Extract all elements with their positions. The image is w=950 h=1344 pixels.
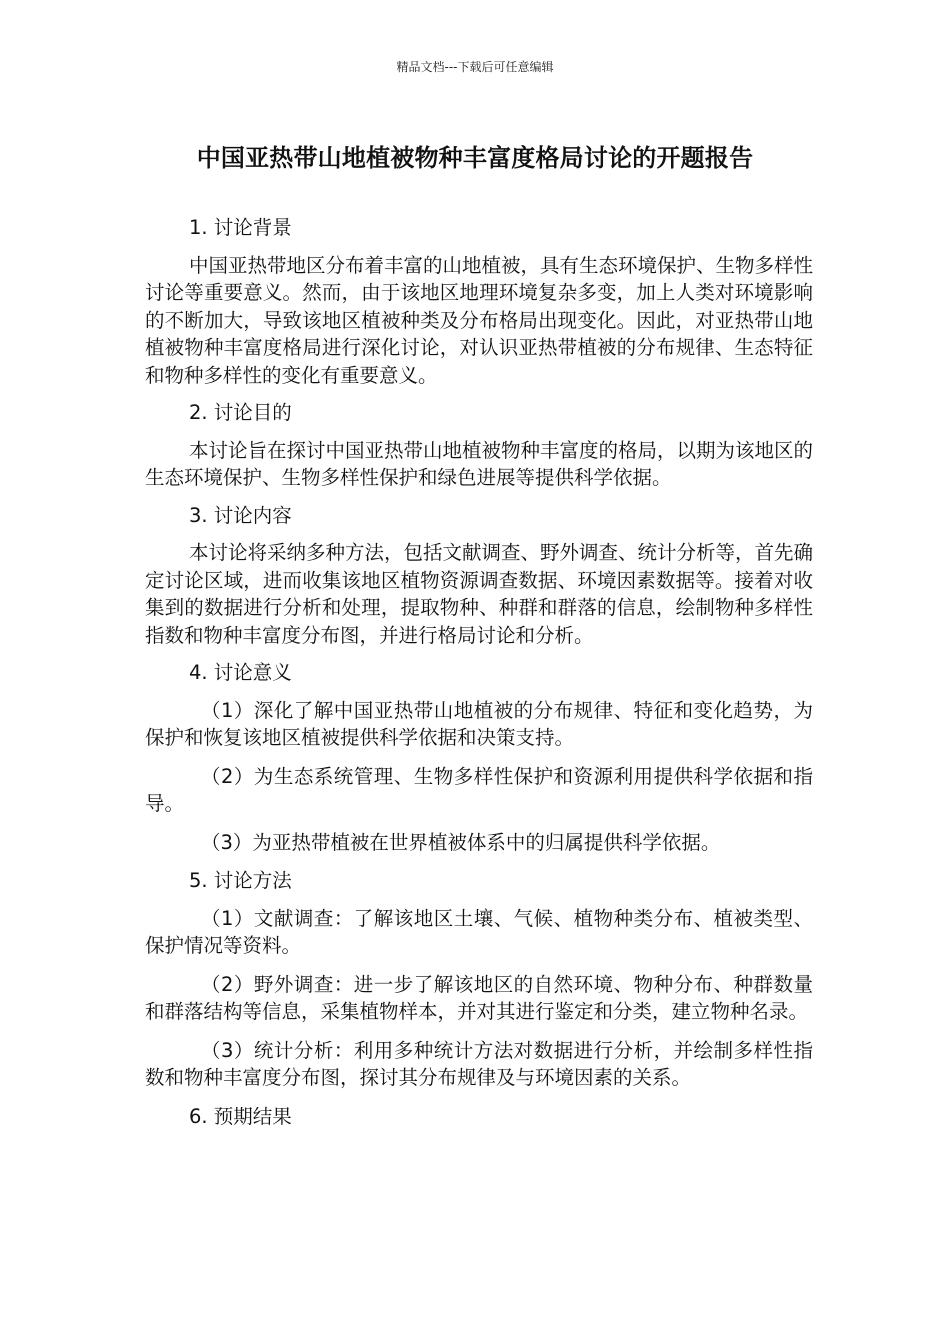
section-heading-purpose: 2. 讨论目的 [189,401,292,424]
methods-item-1: （1）文献调查：了解该地区土壤、气候、植物种类分布、植被类型、保护情况等资料。 [145,906,813,957]
page-header: 精品文档---下载后可任意编辑 [396,60,554,74]
section-heading-significance: 4. 讨论意义 [189,661,292,684]
document-body [145,214,813,1140]
section-heading-content: 3. 讨论内容 [189,503,292,527]
methods-item-2: （2）野外调查：进一步了解该地区的自然环境、物种分布、种群数量和群落结构等信息，采集植物样本，并对其进行鉴定和分类，建立物种名录。 [145,972,813,1023]
methods-item-3: （3）统计分析：利用多种统计方法对数据进行分析，并绘制多样性指数和物种丰富度分布图，探讨其分布规律及与环境因素的关系。 [145,1038,813,1089]
section-heading-methods: 5. 讨论方法 [189,869,292,892]
section-heading-background: 1. 讨论背景 [189,216,292,239]
paragraph-purpose: 本讨论旨在探讨中国亚热带山地植被物种丰富度的格局，以期为该地区的生态环境保护、生物多样性保护和绿色进展等提供科学依据。 [145,438,814,489]
document-title: 中国亚热带山地植被物种丰富度格局讨论的开题报告 [196,144,754,172]
section-heading-expected-results: 6. 预期结果 [189,1104,292,1128]
significance-item-2: （2）为生态系统管理、生物多样性保护和资源利用提供科学依据和指导。 [145,764,813,815]
paragraph-background: 中国亚热带地区分布着丰富的山地植被，具有生态环境保护、生物多样性讨论等重要意义。然而，由于该地区地理环境复杂多变，加上人类对环境影响的不断加大，导致该地区植被种类及分布格局出现变化。因此，对亚热带山地植被物种丰富度格局进行深化讨论，对认识亚热带植被的分布规律、生态特征和物种多样性的变化有重要意义。 [145,253,814,387]
paragraph-content: 本讨论将采纳多种方法，包括文献调查、野外调查、统计分析等，首先确定讨论区域，进而收集该地区植物资源调查数据、环境因素数据等。接着对收集到的数据进行分析和处理，提取物种、种群和群落的信息，绘制物种多样性指数和物种丰富度分布图，并进行格局讨论和分析。 [145,541,814,647]
significance-item-1: （1）深化了解中国亚热带山地植被的分布规律、特征和变化趋势，为保护和恢复该地区植被提供科学依据和决策支持。 [145,698,813,749]
significance-item-3: （3）为亚热带植被在世界植被体系中的归属提供科学依据。 [201,830,721,854]
